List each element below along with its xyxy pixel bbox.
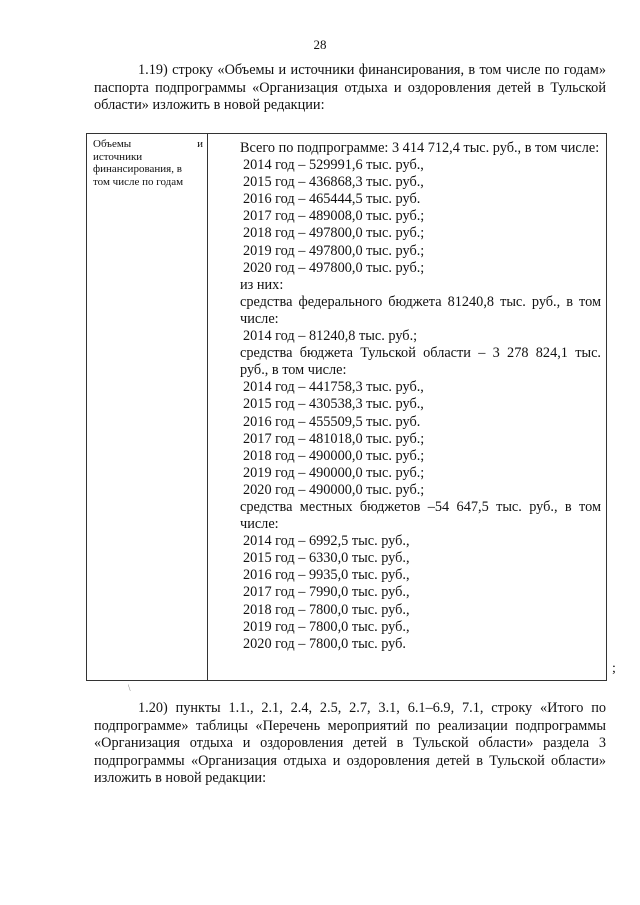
label-line-3: финансирования, в: [93, 163, 182, 175]
stray-mark: \: [128, 683, 131, 693]
federal-years-list: [217, 328, 601, 345]
paragraph-1-19-text: 1.19) строку «Объемы и источники финансирования, в том числе по годам» паспорта подпрограммы «Организация отдыха и оздоровления детей в Тульской области» изложить в новой редакции:: [94, 62, 606, 113]
local-years-list: [217, 533, 601, 653]
regional-year-line: 2015 год – 430538,3 тыс. руб.,: [243, 396, 424, 413]
total-year-line: 2016 год – 465444,5 тыс. руб.: [243, 191, 421, 208]
total-year-line: 2019 год – 497800,0 тыс. руб.;: [243, 242, 425, 259]
funding-table: [86, 133, 607, 681]
funding-table-value-cell: [208, 134, 606, 680]
total-year-line: 2015 год – 436868,3 тыс. руб.,: [243, 174, 424, 191]
federal-line: средства федерального бюджета 81240,8 тыс. руб., в том числе:: [240, 293, 601, 327]
federal-year-line: 2014 год – 81240,8 тыс. руб.;: [243, 328, 418, 345]
local-year-line: 2020 год – 7800,0 тыс. руб.: [243, 635, 406, 652]
local-year-line: 2015 год – 6330,0 тыс. руб.,: [243, 550, 410, 567]
table-trailing-semicolon: ;: [612, 661, 616, 676]
regional-year-line: 2018 год – 490000,0 тыс. руб.;: [243, 447, 425, 464]
funding-table-label-cell: [87, 134, 208, 680]
regional-year-line: 2017 год – 481018,0 тыс. руб.;: [243, 430, 425, 447]
total-years-list: [217, 157, 601, 277]
label-line-2: источники: [93, 150, 143, 163]
paragraph-1-20-text: 1.20) пункты 1.1., 2.1, 2.4, 2.5, 2.7, 3.1, 6.1–6.9, 7.1, строку «Итого по подпрограмме» таблицы «Перечень мероприятий по реализации подпрограммы «Организация отдыха и оздоровления детей в Тульской области» раздела 3 подпрограммы «Организация отдыха и оздоровления детей в Тульской области» изложить в новой редакции:: [94, 700, 606, 786]
paragraph-1-20: [94, 700, 606, 788]
paragraph-1-19: [94, 62, 606, 115]
total-year-line: 2020 год – 497800,0 тыс. руб.;: [243, 259, 425, 276]
regional-line: средства бюджета Тульской области – 3 278 824,1 тыс. руб., в том числе:: [240, 345, 601, 379]
label-line-4: том числе по годам: [93, 175, 184, 188]
local-year-line: 2016 год – 9935,0 тыс. руб.,: [243, 567, 410, 584]
total-year-line: 2014 год – 529991,6 тыс. руб.,: [243, 157, 424, 174]
local-year-line: 2019 год – 7800,0 тыс. руб.,: [243, 618, 410, 635]
label-word-1: Объемы: [93, 138, 132, 150]
local-year-line: 2017 год – 7990,0 тыс. руб.,: [243, 584, 410, 601]
total-year-line: 2018 год – 497800,0 тыс. руб.;: [243, 225, 425, 242]
label-word-2: и: [197, 138, 203, 150]
total-line: Всего по подпрограмме: 3 414 712,4 тыс. руб., в том числе:: [240, 140, 600, 156]
regional-year-line: 2020 год – 490000,0 тыс. руб.;: [243, 481, 425, 498]
of-which-line: из них:: [240, 276, 284, 293]
regional-year-line: 2019 год – 490000,0 тыс. руб.;: [243, 464, 425, 481]
regional-year-line: 2014 год – 441758,3 тыс. руб.,: [243, 379, 424, 396]
local-line: средства местных бюджетов –54 647,5 тыс. руб., в том числе:: [240, 498, 601, 533]
regional-year-line: 2016 год – 455509,5 тыс. руб.: [243, 413, 421, 430]
local-year-line: 2018 год – 7800,0 тыс. руб.,: [243, 601, 410, 618]
page-number: 28: [313, 37, 327, 52]
local-year-line: 2014 год – 6992,5 тыс. руб.,: [243, 533, 410, 550]
total-year-line: 2017 год – 489008,0 тыс. руб.;: [243, 208, 425, 225]
regional-years-list: [217, 379, 601, 499]
